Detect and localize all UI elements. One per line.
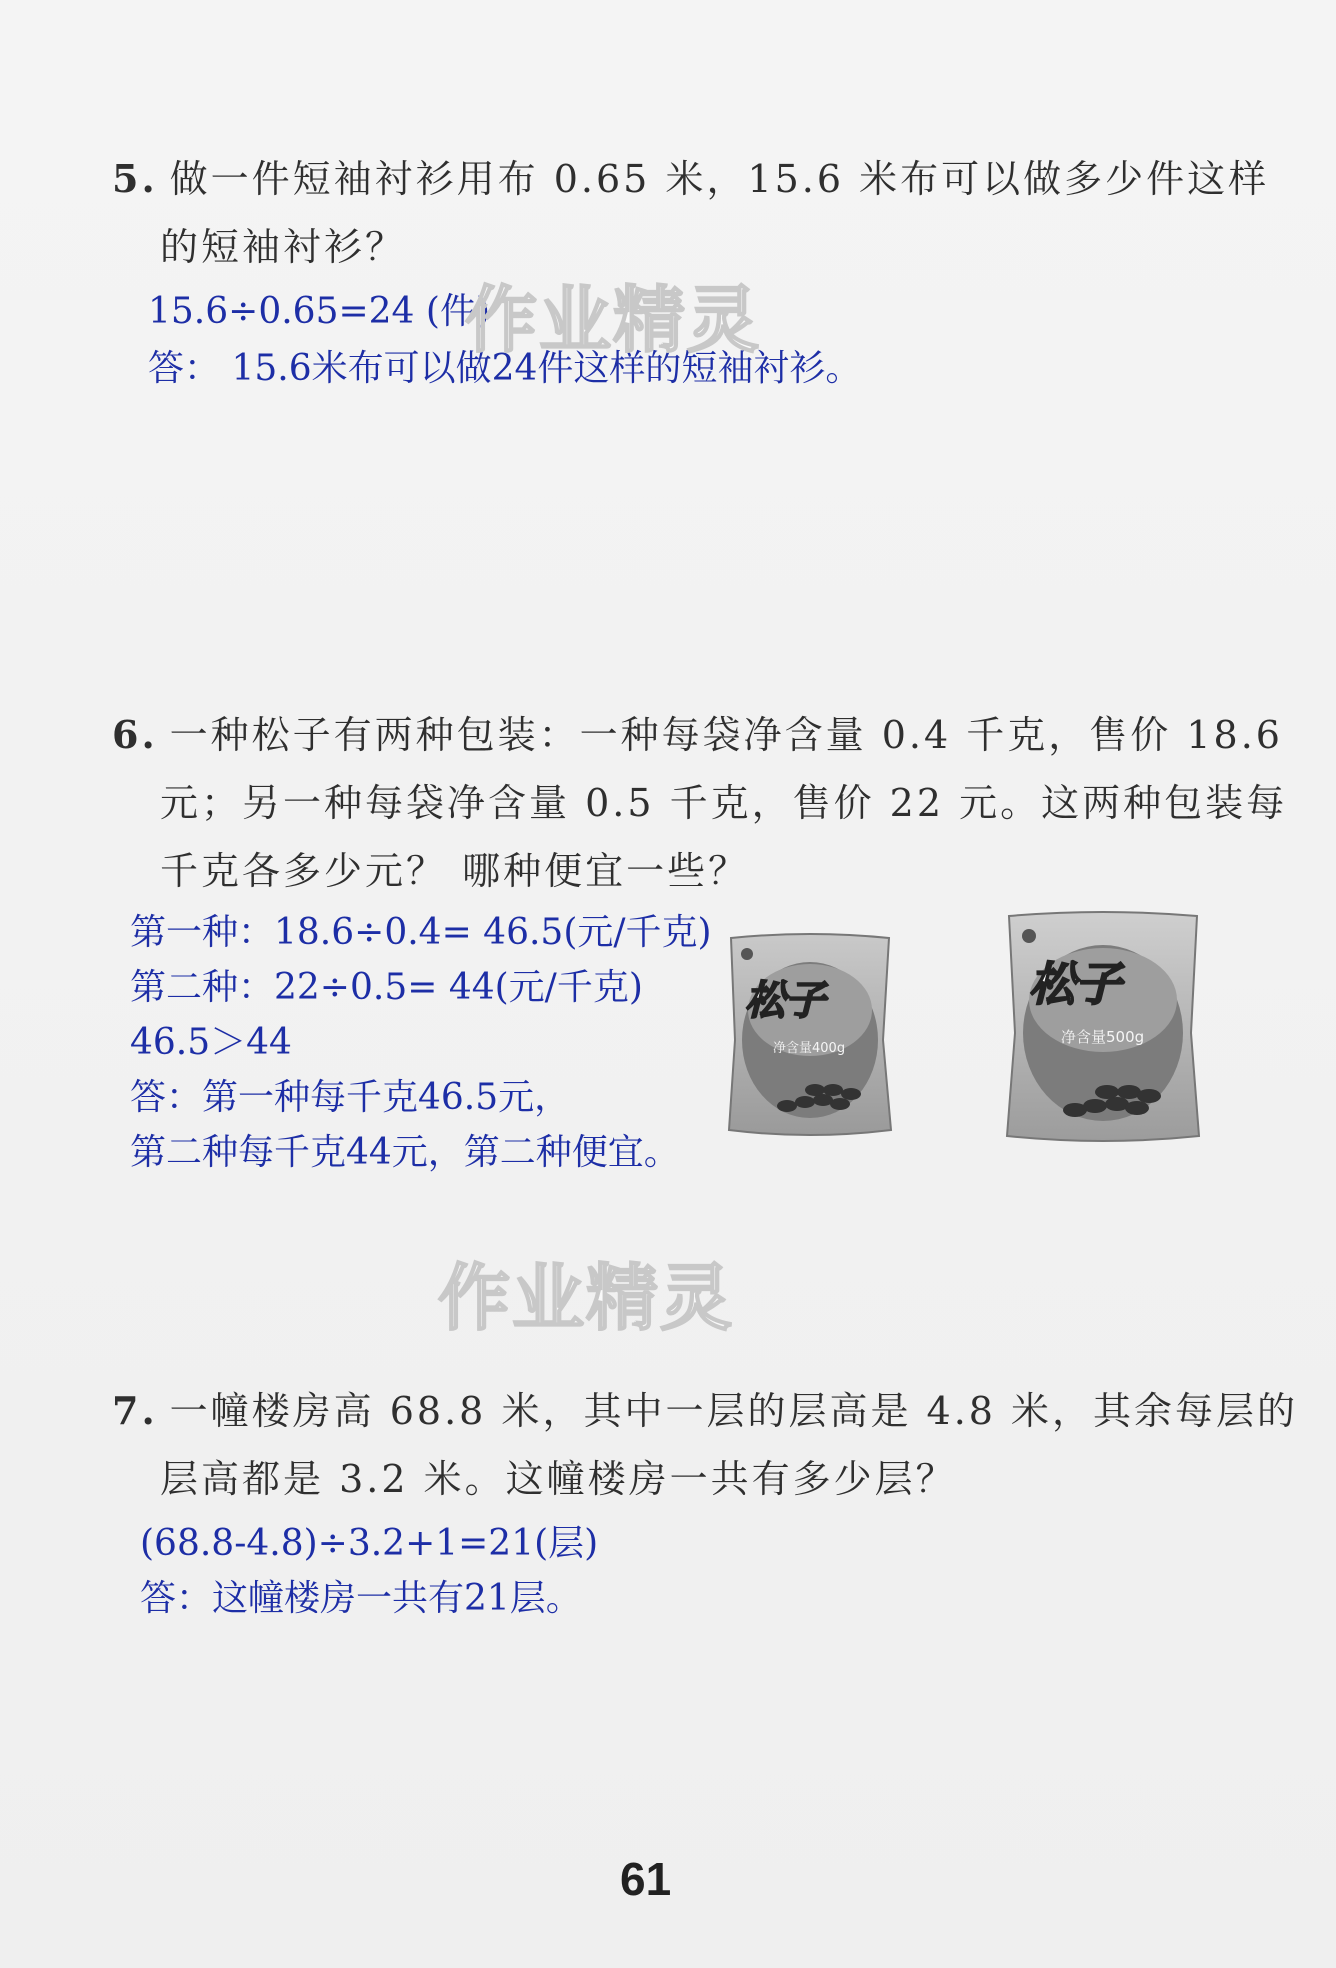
question-7-line-1	[112, 1380, 1298, 1435]
watermark-1: 作业精灵	[465, 278, 762, 362]
question-5-text-1: 做一件短袖衬衫用布 0.65 米，15.6 米布可以做多少件这样	[169, 157, 1270, 201]
answer-6-line-1: 第一种：18.6÷0.4= 46.5(元/千克)	[130, 912, 712, 953]
question-7-number: 7.	[112, 1388, 158, 1433]
answer-6-line-2: 第二种：22÷0.5= 44(元/千克)	[130, 967, 643, 1008]
page-number: 61	[620, 1853, 672, 1905]
question-7-text-1: 一幢楼房高 68.8 米，其中一层的层高是 4.8 米，其余每层的	[169, 1389, 1299, 1433]
answer-7-equation: (68.8-4.8)÷3.2+1=21(层)	[140, 1523, 599, 1564]
question-5-number: 5.	[112, 156, 158, 201]
pine-nut-bag-400g	[725, 930, 895, 1140]
question-7-line-2: 层高都是 3.2 米。这幢楼房一共有多少层？	[160, 1457, 957, 1501]
answer-7-statement: 答：这幢楼房一共有21层。	[140, 1578, 582, 1619]
bag-2-net-weight: 净含量500g	[1061, 1028, 1145, 1046]
bag-1-title: 松子	[745, 978, 825, 1024]
answer-5-statement: 答： 15.6米布可以做24件这样的短袖衬衫。	[148, 348, 862, 389]
answer-6-line-5: 第二种每千克44元，第二种便宜。	[130, 1132, 680, 1173]
answer-6-line-3: 46.5＞44	[130, 1022, 292, 1063]
answer-5-equation: 15.6÷0.65=24 (件)	[148, 291, 490, 332]
question-5-line-2: 的短袖衬衫？	[160, 225, 407, 269]
answer-6-line-4: 答：第一种每千克46.5元，	[130, 1077, 571, 1118]
bag-1-net-weight: 净含量400g	[773, 1041, 846, 1056]
question-6-line-1	[112, 704, 1283, 759]
question-6-number: 6.	[112, 712, 158, 757]
question-6-line-3: 千克各多少元？ 哪种便宜一些？	[160, 849, 750, 893]
question-5-line-1	[112, 148, 1269, 203]
watermark-2: 作业精灵	[438, 1256, 735, 1340]
question-6-line-2: 元；另一种每袋净含量 0.5 千克，售价 22 元。这两种包装每	[160, 781, 1288, 825]
bag-2-title: 松子	[1029, 957, 1121, 1011]
question-6-text-1: 一种松子有两种包装：一种每袋净含量 0.4 千克，售价 18.6	[169, 713, 1283, 757]
pine-nut-bag-500g	[1003, 908, 1203, 1148]
